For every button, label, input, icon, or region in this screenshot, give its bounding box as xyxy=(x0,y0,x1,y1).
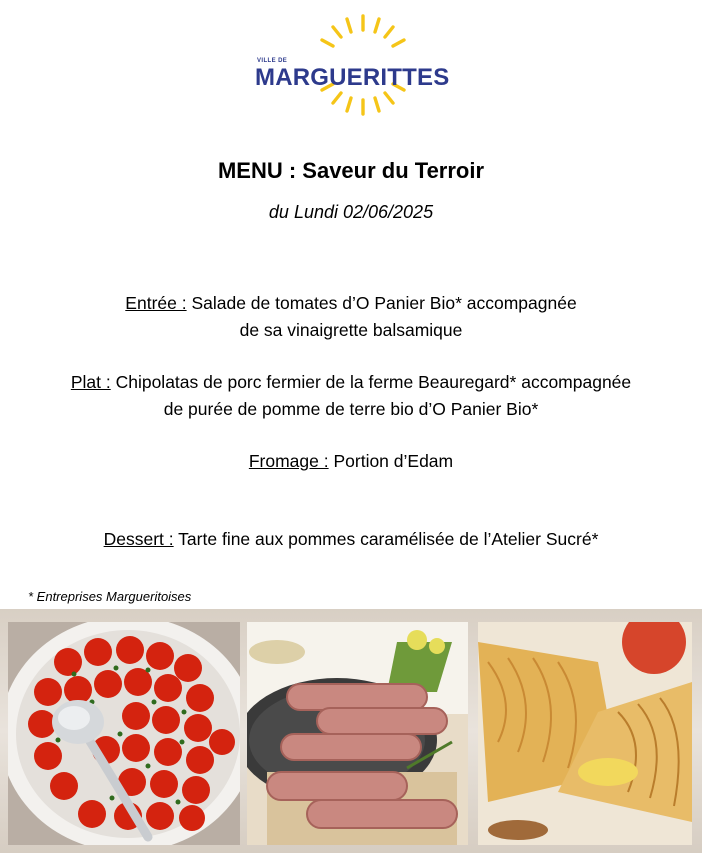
tomato-salad-photo xyxy=(8,622,240,845)
footnote: * Entreprises Margueritoises xyxy=(28,589,192,604)
dish-text-continued: de purée de pomme de terre bio d’O Panier Bio* xyxy=(163,399,539,419)
dish-text: Salade de tomates d’O Panier Bio* accompagnée xyxy=(186,293,577,313)
dish-label: Entrée : xyxy=(125,293,187,313)
dish-text-continued: de sa vinaigrette balsamique xyxy=(239,320,463,340)
city-logo xyxy=(255,14,455,118)
dish-entree xyxy=(0,290,702,344)
dish-label: Fromage : xyxy=(248,451,329,471)
dish-dessert xyxy=(0,526,702,553)
apple-tart-photo xyxy=(478,622,692,845)
dish-plat xyxy=(0,369,702,423)
dish-label: Plat : xyxy=(70,372,111,392)
chipolatas-photo xyxy=(247,622,468,845)
dish-text: Portion d’Edam xyxy=(328,451,454,471)
dish-text: Tarte fine aux pommes caramélisée de l’Atelier Sucré* xyxy=(173,529,599,549)
dish-fromage xyxy=(0,448,702,475)
dish-text: Chipolatas de porc fermier de la ferme Beauregard* accompagnée xyxy=(110,372,632,392)
menu-date: du Lundi 02/06/2025 xyxy=(268,202,434,222)
menu-title: MENU : Saveur du Terroir xyxy=(217,158,485,183)
logo-prefix: VILLE DE xyxy=(257,58,288,64)
logo-name: MARGUERITTES xyxy=(255,64,450,91)
dish-label: Dessert : xyxy=(103,529,174,549)
